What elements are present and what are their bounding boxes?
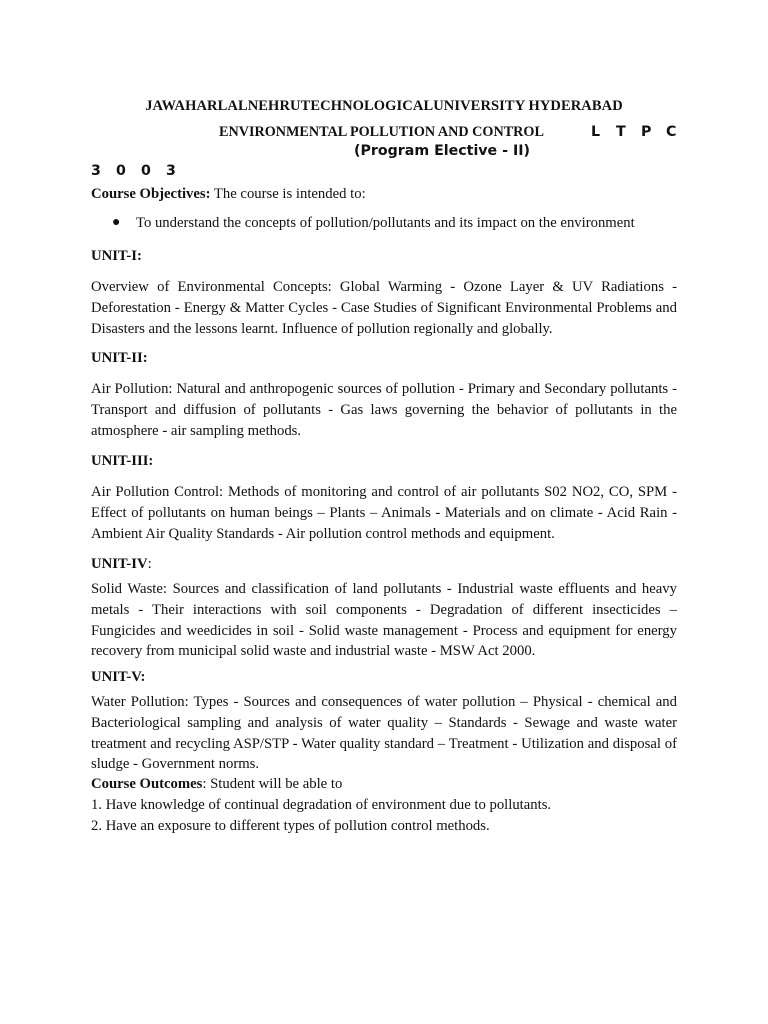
ltpc-label-p: P: [641, 124, 652, 140]
outcomes-intro: : Student will be able to: [202, 776, 343, 792]
unit-3-heading: UNIT-III:: [91, 453, 154, 469]
bullet-icon: ●: [112, 215, 121, 230]
objectives-label: Course Objectives:: [91, 186, 211, 202]
course-title: ENVIRONMENTAL POLLUTION AND CONTROL: [219, 124, 544, 140]
outcome-item: 2. Have an exposure to different types of pollution control methods.: [91, 818, 490, 834]
outcomes-line: [91, 774, 677, 795]
credit-t: 0: [116, 163, 126, 179]
unit-3-text: Air Pollution Control: Methods of monitoring and control of air pollutants S02 NO2, CO, SPM - Effect of pollutants on human beings – Plants – Animals - Materials and on climate - Acid Rain - Ambient Air Quality Standards - Air pollution control methods and equipment.: [91, 484, 677, 542]
unit-2-text: Air Pollution: Natural and anthropogenic sources of pollution - Primary and Secondary pollutants - Transport and diffusion of pollutants - Gas laws governing the behavior of pollutants in the atmosphere - air sampling methods.: [91, 381, 677, 439]
credit-p: 0: [141, 163, 151, 179]
objectives-intro: The course is intended to:: [210, 186, 366, 202]
unit-2-heading: UNIT-II:: [91, 350, 148, 366]
unit-4-text: Solid Waste: Sources and classification of land pollutants - Industrial waste effluents and heavy metals - Their interactions with soil components - Degradation of different insecticides – Fungicides and weedicides in soil - Solid waste management - Process and equipment for energy recovery from municipal solid waste and industrial waste - MSW Act 2000.: [91, 581, 677, 660]
objective-item-text: To understand the concepts of pollution/pollutants and its impact on the environment: [136, 215, 635, 231]
outcomes-label: Course Outcomes: [91, 776, 203, 792]
outcome-item: 1. Have knowledge of continual degradation of environment due to pollutants.: [91, 797, 552, 813]
unit-5-text: Water Pollution: Types - Sources and consequences of water pollution – Physical - chemical and Bacteriological sampling and analysis of water quality – Standards - Sewage and waste water treatment and recycling ASP/STP - Water quality standard – Treatment - Utilization and disposal of sludge - Government norms.: [91, 694, 677, 773]
unit-1-text: Overview of Environmental Concepts: Global Warming - Ozone Layer & UV Radiations - Deforestation - Energy & Matter Cycles - Case Studies of Significant Environmental Problems and Disasters and the lessons learnt. Influence of pollution regionally and globally.: [91, 279, 677, 337]
credit-values: [91, 163, 191, 179]
ltpc-label-l: L: [591, 124, 601, 140]
unit-5-heading: UNIT-V:: [91, 669, 146, 685]
credit-c: 3: [166, 163, 176, 179]
unit-1-heading: UNIT-I:: [91, 248, 142, 264]
objectives-line: [91, 184, 677, 205]
university-title: JAWAHARLALNEHRUTECHNOLOGICALUNIVERSITY HYDERABAD: [145, 98, 623, 114]
ltpc-label-t: T: [616, 124, 626, 140]
ltpc-header: [591, 124, 691, 140]
unit-4-heading: UNIT-IV:: [91, 556, 152, 572]
elective-label: (Program Elective - II): [354, 143, 530, 159]
ltpc-label-c: C: [666, 124, 677, 140]
credit-l: 3: [91, 163, 101, 179]
